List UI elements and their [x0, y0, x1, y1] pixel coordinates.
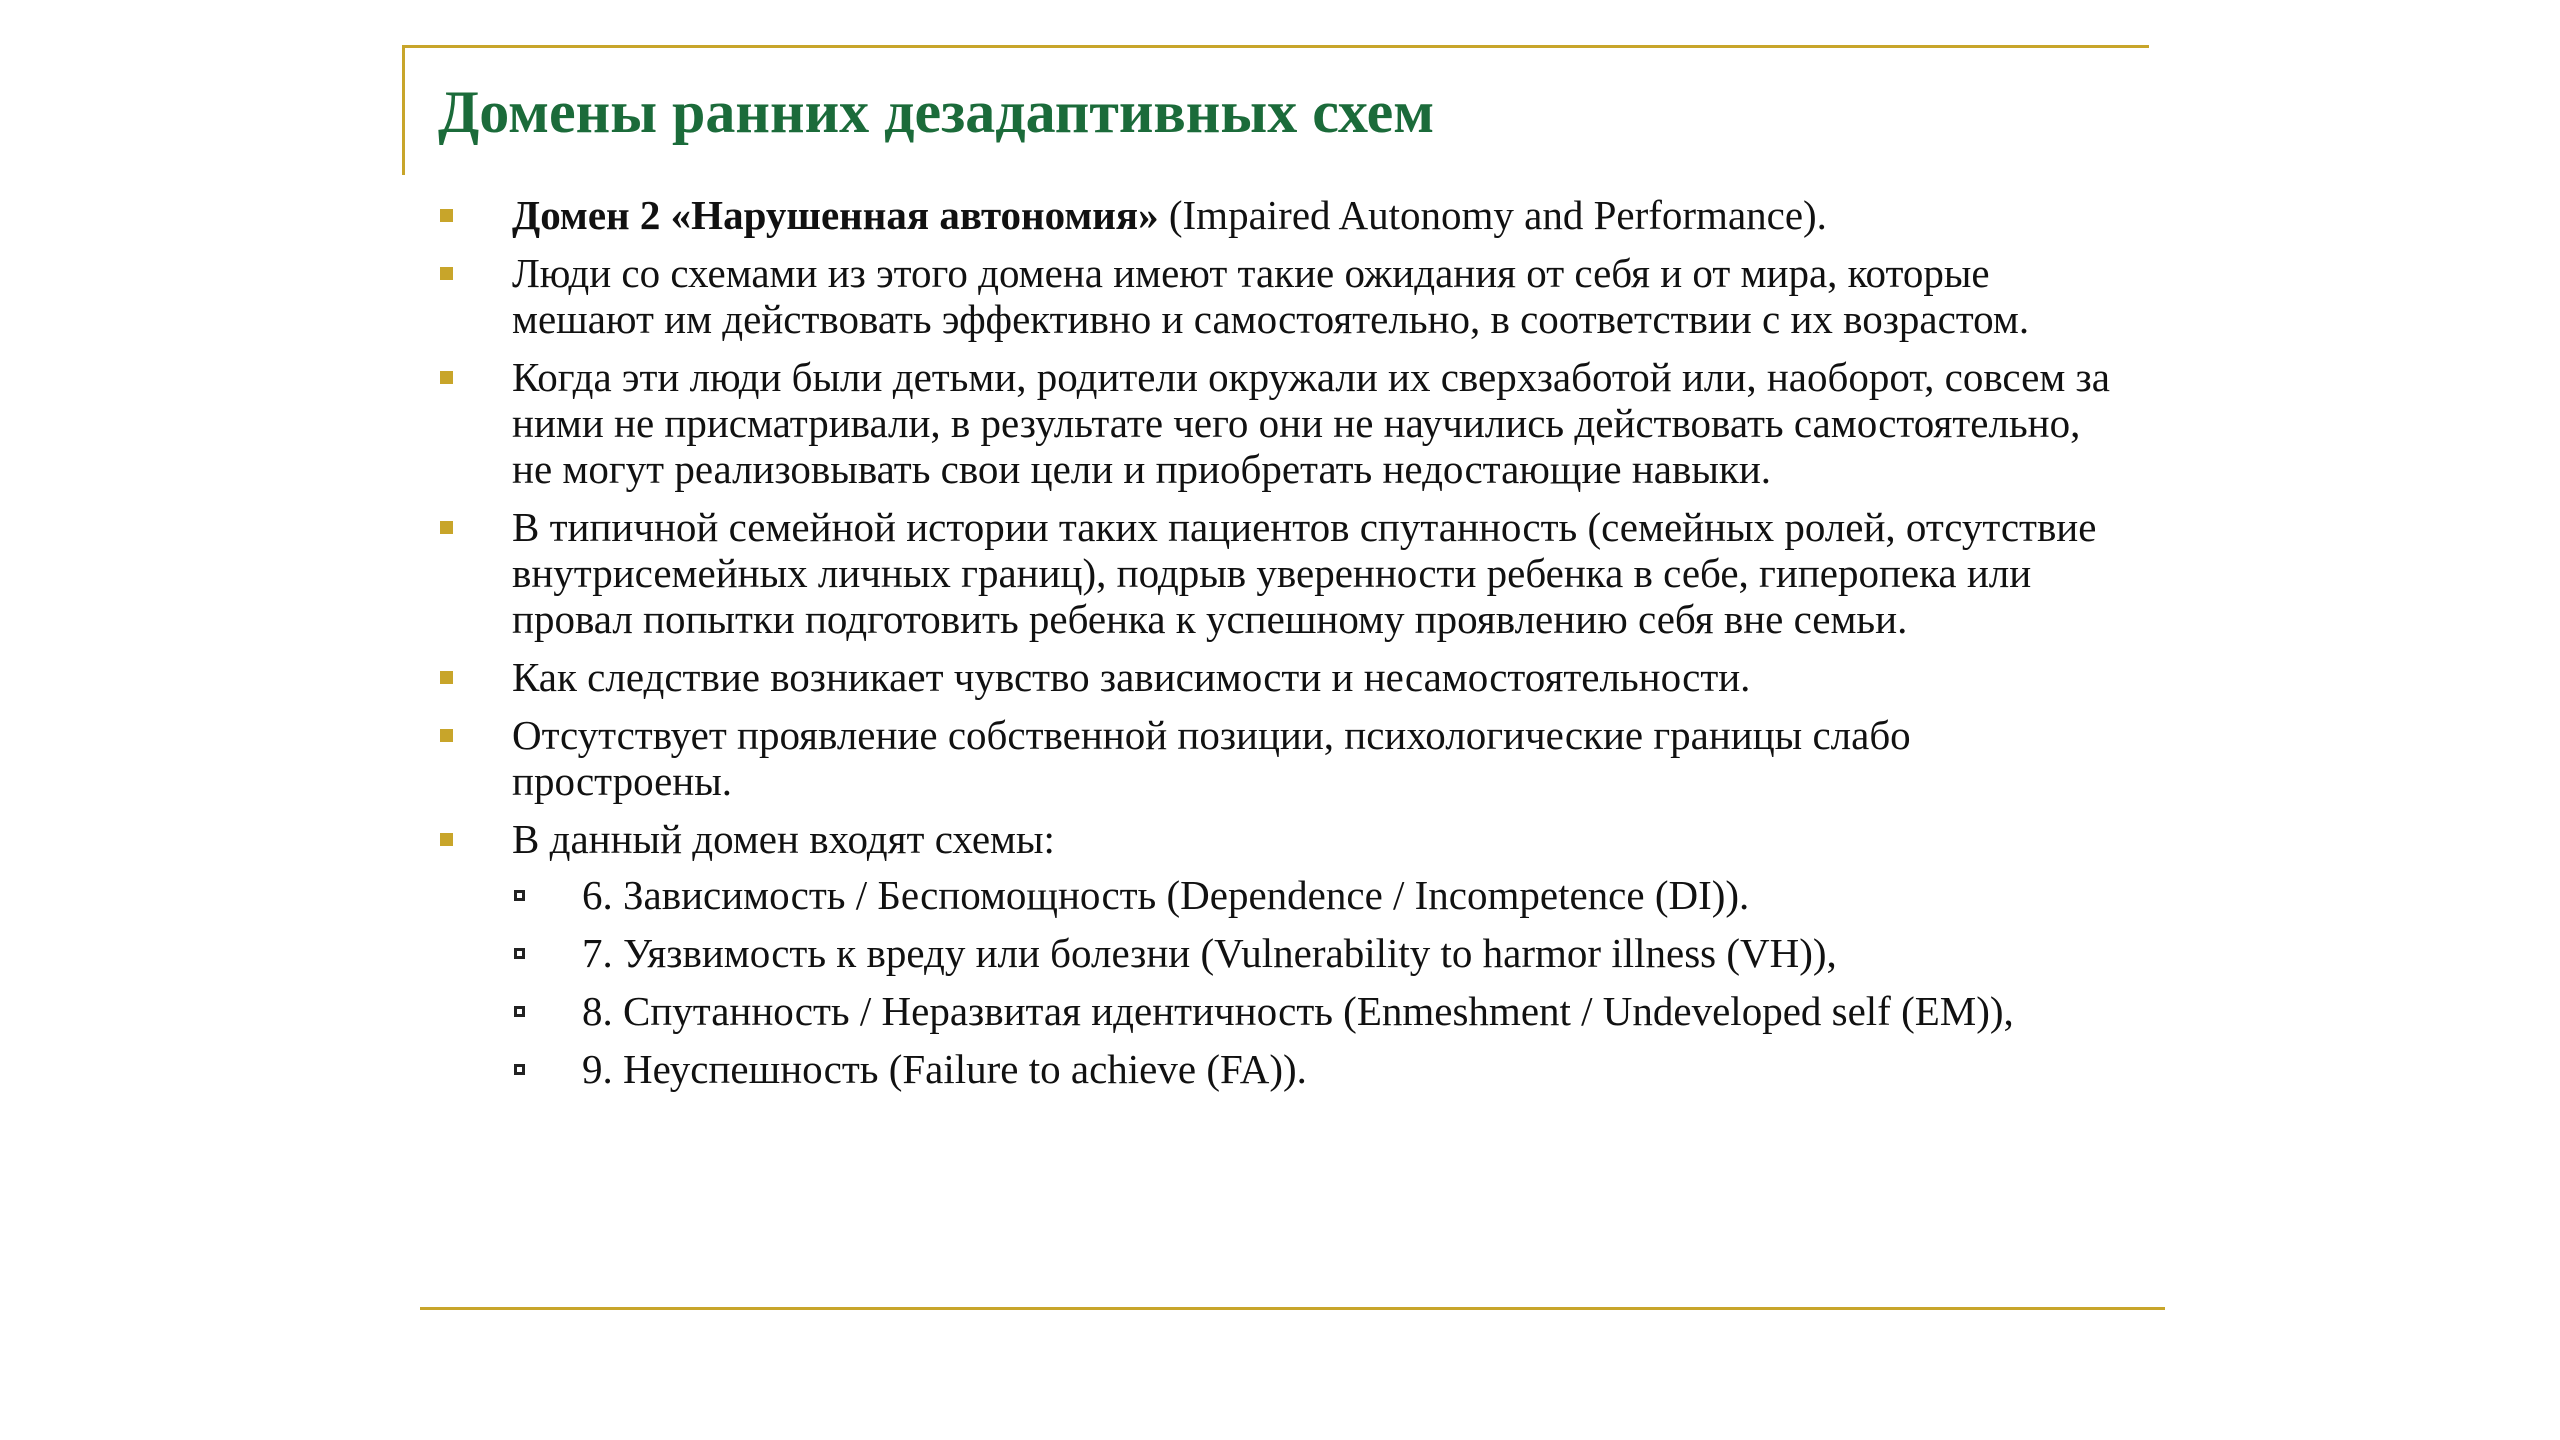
schema-list: [512, 872, 2120, 1092]
filled-square-bullet-icon: [440, 209, 453, 222]
bullet-list: [440, 192, 2120, 1092]
filled-square-bullet-icon: [440, 671, 453, 684]
schema-item-di: [512, 872, 2120, 918]
schema-text: 8. Спутанность / Неразвитая идентичность (Enmeshment / Undeveloped self (EM)),: [582, 988, 2014, 1034]
schema-text: 7. Уязвимость к вреду или болезни (Vulnerability to harmor illness (VH)),: [582, 930, 1837, 976]
top-divider: [402, 45, 2149, 48]
filled-square-bullet-icon: [440, 371, 453, 384]
bullet-text: Когда эти люди были детьми, родители окружали их сверхзаботой или, наоборот, совсем за ними не присматривали, в результате чего они не научились действовать самостоятельно, не могут реализовывать свои цели и приобретать недостающие навыки.: [512, 354, 2110, 492]
hollow-square-bullet-icon: [514, 948, 525, 959]
hollow-square-bullet-icon: [514, 890, 525, 901]
left-divider: [402, 45, 405, 175]
slide-content: [440, 192, 2120, 1104]
filled-square-bullet-icon: [440, 267, 453, 280]
bottom-divider: [420, 1307, 2165, 1310]
bullet-item-boundaries: [440, 712, 2120, 804]
bullet-item-expectations: [440, 250, 2120, 342]
bullet-item-schemas: [440, 816, 2120, 1092]
filled-square-bullet-icon: [440, 833, 453, 846]
filled-square-bullet-icon: [440, 729, 453, 742]
bullet-text: В данный домен входят схемы:: [512, 816, 1055, 862]
bullet-item-childhood: [440, 354, 2120, 492]
bullet-text: В типичной семейной истории таких пациентов спутанность (семейных ролей, отсутствие внутрисемейных личных границ), подрыв уверенности ребенка в себе, гиперопека или провал попытки подготовить ребенка к успешному проявлению себя вне семьи.: [512, 504, 2097, 642]
schema-item-em: [512, 988, 2120, 1034]
schema-item-fa: [512, 1046, 2120, 1092]
schema-text: 6. Зависимость / Беспомощность (Dependence / Incompetence (DI)).: [582, 872, 1750, 918]
bullet-text: Как следствие возникает чувство зависимости и несамостоятельности.: [512, 654, 1751, 700]
hollow-square-bullet-icon: [514, 1006, 525, 1017]
slide-title: Домены ранних дезадаптивных схем: [438, 79, 1435, 145]
bullet-item-family-history: [440, 504, 2120, 642]
schema-item-vh: [512, 930, 2120, 976]
hollow-square-bullet-icon: [514, 1064, 525, 1075]
bullet-bold-text: Домен 2 «Нарушенная автономия»: [512, 192, 1159, 238]
bullet-item-domain: [440, 192, 2120, 238]
bullet-text: Отсутствует проявление собственной позиции, психологические границы слабо простроены.: [512, 712, 1911, 804]
bullet-text: (Impaired Autonomy and Performance).: [1158, 192, 1827, 238]
schema-text: 9. Неуспешность (Failure to achieve (FA)).: [582, 1046, 1307, 1092]
bullet-item-consequence: [440, 654, 2120, 700]
filled-square-bullet-icon: [440, 521, 453, 534]
bullet-text: Люди со схемами из этого домена имеют такие ожидания от себя и от мира, которые мешают им действовать эффективно и самостоятельно, в соответствии с их возрастом.: [512, 250, 2030, 342]
